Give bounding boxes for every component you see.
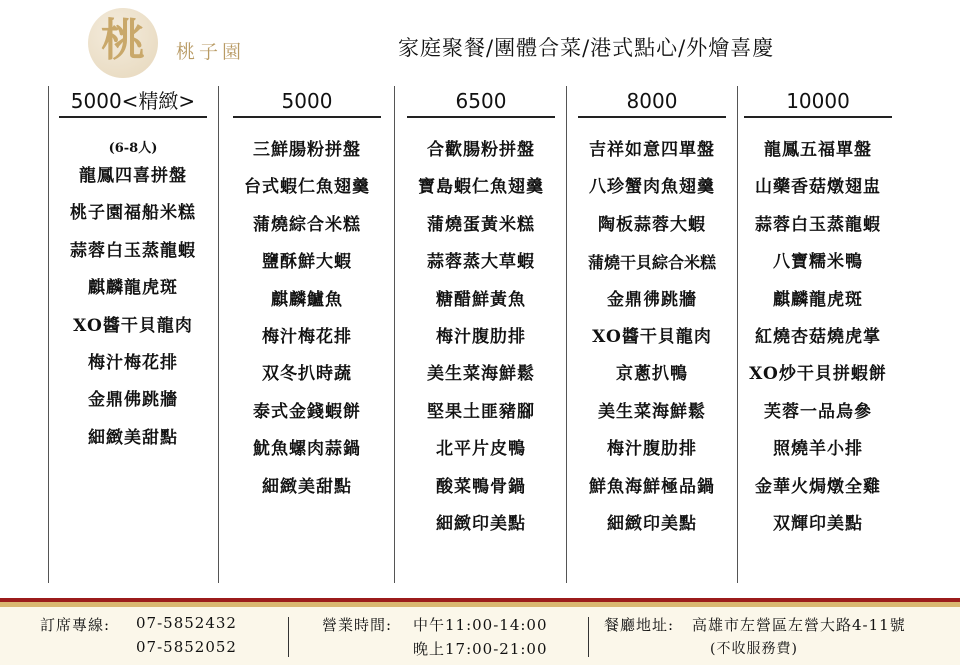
dish-item: 北平片皮鴨 — [436, 439, 526, 460]
dish-item: 泰式金錢蝦餅 — [253, 401, 361, 422]
dish-item: 蒲燒干貝綜合米糕 — [587, 253, 716, 273]
dish-item: 金華火焗燉全雞 — [755, 476, 881, 497]
dish-item: 双輝印美點 — [773, 513, 863, 534]
dish-item: 陶板蒜蓉大蝦 — [598, 214, 706, 235]
dish-item: 桃子園福船米糕 — [70, 203, 196, 224]
dish-item: 三鮮腸粉拼盤 — [253, 140, 361, 160]
dish-item: XO炒干貝拼蝦餅 — [749, 364, 887, 385]
menu-price: 6500 — [455, 89, 507, 113]
tagline: 家庭聚餐/團體合菜/港式點心/外燴喜慶 — [398, 36, 775, 60]
dish-item: XO醬干貝龍肉 — [592, 326, 712, 347]
dish-item: 細緻印美點 — [607, 513, 697, 534]
dish-item: 梅汁腹肋排 — [436, 326, 526, 347]
footer-info — [0, 607, 960, 665]
dish-item: 梅汁梅花排 — [88, 352, 178, 373]
menu-column-6500 — [396, 86, 566, 543]
dish-item: 美生菜海鮮鬆 — [598, 401, 706, 422]
dish-item: 京蔥扒鴨 — [616, 364, 688, 385]
dish-item: 金鼎彿跳牆 — [607, 289, 697, 310]
menu-price: 8000 — [626, 89, 678, 113]
dish-item: 梅汁腹肋排 — [607, 439, 697, 460]
menu-column-5000-premium — [48, 86, 218, 457]
dish-item: 龍鳳四喜拼盤 — [79, 166, 187, 186]
menu-price: 5000<精緻> — [70, 89, 196, 113]
price-underline — [744, 116, 892, 118]
phone-number-1[interactable]: 07-5852432 — [136, 614, 237, 632]
dish-item: 糖醋鮮黃魚 — [436, 289, 526, 310]
dish-item: 鮮魚海鮮極品鍋 — [589, 476, 715, 497]
dish-item: 八寶糯米鴨 — [773, 252, 863, 273]
dish-item: 麒麟龍虎斑 — [88, 278, 178, 299]
column-divider — [394, 86, 395, 583]
dish-item: 細緻美甜點 — [262, 476, 352, 497]
dish-item: 梅汁梅花排 — [262, 326, 352, 347]
dish-item: 魷魚螺肉蒜鍋 — [253, 439, 361, 460]
dish-item: 蒜蓉白玉蒸龍蝦 — [755, 214, 881, 235]
column-divider — [218, 86, 219, 583]
menu-column-10000 — [738, 86, 898, 543]
dish-item: 吉祥如意四單盤 — [589, 140, 715, 160]
dish-item: 芙蓉一品烏參 — [764, 401, 872, 422]
dish-list — [220, 132, 394, 506]
dish-list — [738, 132, 898, 543]
price-underline — [59, 116, 207, 118]
price-underline — [233, 116, 381, 118]
dish-item: 蒜蓉白玉蒸龍蝦 — [70, 240, 196, 261]
dish-list — [396, 132, 566, 543]
menu-price: 5000 — [281, 89, 333, 113]
dish-list — [48, 158, 218, 457]
dish-item: 龍鳳五福單盤 — [764, 140, 872, 160]
phone-number-2[interactable]: 07-5852052 — [136, 638, 237, 656]
peach-logo-icon: 桃 — [101, 15, 145, 66]
dish-item: 双冬扒時蔬 — [262, 364, 352, 385]
menu-price: 10000 — [786, 89, 850, 113]
dish-item: 美生菜海鮮鬆 — [427, 364, 535, 385]
dish-item: 酸菜鴨骨鍋 — [436, 476, 526, 497]
hours-label: 營業時間: — [322, 616, 393, 634]
address-label: 餐廳地址: — [604, 616, 675, 634]
price-underline — [578, 116, 726, 118]
dish-item: 寶島蝦仁魚翅羹 — [418, 177, 544, 198]
dish-item: 金鼎佛跳牆 — [88, 390, 178, 411]
dish-item: 蒲燒綜合米糕 — [253, 214, 361, 235]
dish-item: 合歡腸粉拼盤 — [427, 140, 535, 160]
dish-item: 蒜蓉蒸大草蝦 — [427, 252, 535, 273]
dish-item: 蒲燒蛋黃米糕 — [427, 214, 535, 235]
restaurant-logo — [86, 6, 166, 82]
serving-size-note: (6-8人) — [108, 141, 158, 156]
dish-item: 堅果土匪豬腳 — [427, 401, 535, 422]
menu-column-5000 — [220, 86, 394, 506]
brand-name: 桃子園 — [176, 41, 246, 63]
hours-evening: 晚上17:00-21:00 — [413, 640, 548, 658]
dish-list — [566, 132, 738, 543]
price-underline — [407, 116, 555, 118]
dish-item: 紅燒杏菇燒虎掌 — [755, 326, 881, 347]
dish-item: 鹽酥鮮大蝦 — [262, 252, 352, 273]
dish-item: XO醬干貝龍肉 — [73, 315, 193, 336]
menu-table — [0, 86, 960, 586]
dish-item: 八珍蟹肉魚翅羹 — [589, 177, 715, 198]
dish-item: 照燒羊小排 — [773, 439, 863, 460]
dish-item: 細緻印美點 — [436, 513, 526, 534]
dish-item: 細緻美甜點 — [88, 427, 178, 448]
menu-column-8000 — [566, 86, 738, 543]
address: 高雄市左營區左營大路4-11號 — [692, 616, 906, 634]
dish-item: 台式蝦仁魚翅羹 — [244, 177, 370, 198]
hours-noon: 中午11:00-14:00 — [413, 616, 548, 634]
footer-divider — [588, 617, 589, 657]
footer-divider — [288, 617, 289, 657]
service-fee-note: (不收服務費) — [710, 641, 798, 657]
dish-item: 麒麟鱸魚 — [271, 289, 343, 310]
dish-item: 山藥香菇燉翅盅 — [755, 177, 881, 198]
dish-item: 麒麟龍虎斑 — [773, 289, 863, 310]
phone-label: 訂席專線: — [40, 616, 111, 634]
